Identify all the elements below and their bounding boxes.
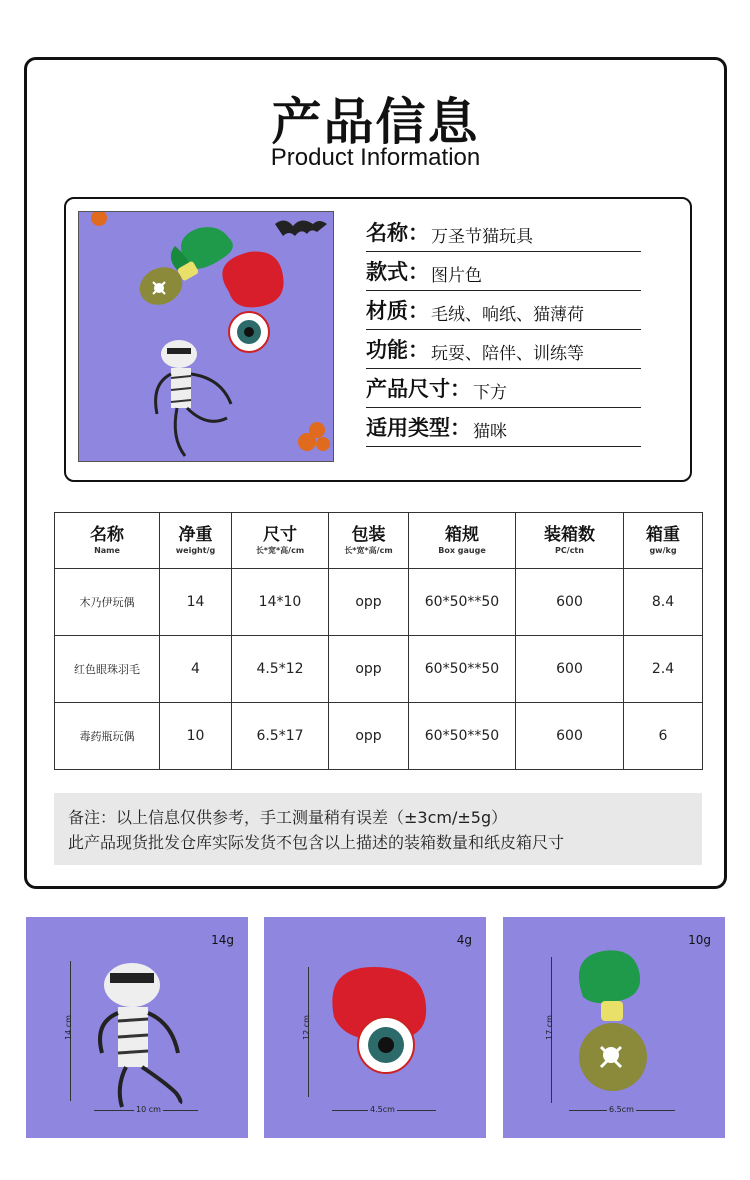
weight-label: 4g	[456, 933, 472, 947]
table-cell: 木乃伊玩偶	[55, 569, 160, 636]
table-cell: 2.4	[624, 636, 703, 703]
table-header: 装箱数 PC/ctn	[516, 513, 624, 569]
table-cell: 600	[516, 703, 624, 770]
property-row	[366, 330, 641, 369]
table-cell: 14	[160, 569, 232, 636]
table-cell: opp	[329, 636, 409, 703]
note-line: 备注：以上信息仅供参考，手工测量稍有误差（±3cm/±5g）	[68, 808, 508, 827]
mummy-toy-icon	[26, 917, 248, 1138]
table-header: 名称 Name	[55, 513, 160, 569]
table-cell: 红色眼珠羽毛	[55, 636, 160, 703]
height-label: 17 cm	[544, 1015, 554, 1040]
halloween-toys-photo	[78, 211, 334, 462]
height-label: 12 cm	[301, 1015, 311, 1040]
table-cell: 600	[516, 569, 624, 636]
property-row	[366, 408, 641, 447]
property-value: 玩耍、陪伴、训练等	[431, 344, 584, 364]
table-header-row	[55, 513, 703, 569]
height-label: 14 cm	[63, 1015, 73, 1040]
page-title: 产品信息	[271, 93, 480, 151]
table-cell: 6.5*17	[232, 703, 329, 770]
property-row	[366, 252, 641, 291]
table-cell: 14*10	[232, 569, 329, 636]
property-key: 产品尺寸：	[366, 377, 471, 401]
poison-bottle-toy-icon	[503, 917, 725, 1138]
bottle-toy-shot	[503, 917, 725, 1138]
weight-label: 14g	[211, 933, 234, 947]
table-row	[55, 636, 703, 703]
table-cell: 4	[160, 636, 232, 703]
property-row	[366, 213, 641, 252]
property-value: 猫咪	[473, 422, 507, 442]
table-header: 箱重 gw/kg	[624, 513, 703, 569]
table-cell: opp	[329, 569, 409, 636]
width-label: 4.5cm	[370, 1105, 395, 1114]
table-cell: 600	[516, 636, 624, 703]
eyeball-toy-shot	[264, 917, 486, 1138]
table-cell: 毒药瓶玩偶	[55, 703, 160, 770]
table-cell: 60*50**50	[409, 703, 516, 770]
info-box	[64, 197, 692, 482]
table-row	[55, 569, 703, 636]
property-key: 适用类型：	[366, 416, 471, 440]
property-value: 毛绒、响纸、猫薄荷	[431, 305, 584, 325]
property-row	[366, 369, 641, 408]
width-label: 10 cm	[136, 1105, 161, 1114]
table-cell: 4.5*12	[232, 636, 329, 703]
weight-label: 10g	[688, 933, 711, 947]
product-info-card	[24, 57, 727, 889]
property-value: 图片色	[431, 266, 482, 286]
table-cell: 6	[624, 703, 703, 770]
table-cell: 10	[160, 703, 232, 770]
table-cell: opp	[329, 703, 409, 770]
property-key: 材质：	[366, 299, 429, 323]
table-cell: 8.4	[624, 569, 703, 636]
property-list	[366, 213, 641, 447]
table-cell: 60*50**50	[409, 636, 516, 703]
table-header: 包装 长*宽*高/cm	[329, 513, 409, 569]
property-key: 款式：	[366, 260, 429, 284]
table-cell: 60*50**50	[409, 569, 516, 636]
page-subtitle: Product Information	[270, 144, 481, 171]
spec-table	[54, 512, 703, 770]
property-row	[366, 291, 641, 330]
table-header: 箱规 Box gauge	[409, 513, 516, 569]
halloween-toys-illustration	[79, 212, 334, 462]
property-key: 名称：	[366, 221, 429, 245]
property-value: 下方	[473, 383, 507, 403]
table-header: 净重 weight/g	[160, 513, 232, 569]
property-key: 功能：	[366, 338, 429, 362]
width-label: 6.5cm	[609, 1105, 634, 1114]
note-line: 此产品现货批发仓库实际发货不包含以上描述的装箱数量和纸皮箱尺寸	[68, 833, 565, 852]
eyeball-feather-toy-icon	[264, 917, 486, 1138]
mummy-toy-shot	[26, 917, 248, 1138]
table-row	[55, 703, 703, 770]
property-value: 万圣节猫玩具	[431, 227, 533, 247]
note-box	[54, 793, 702, 865]
table-header: 尺寸 长*宽*高/cm	[232, 513, 329, 569]
